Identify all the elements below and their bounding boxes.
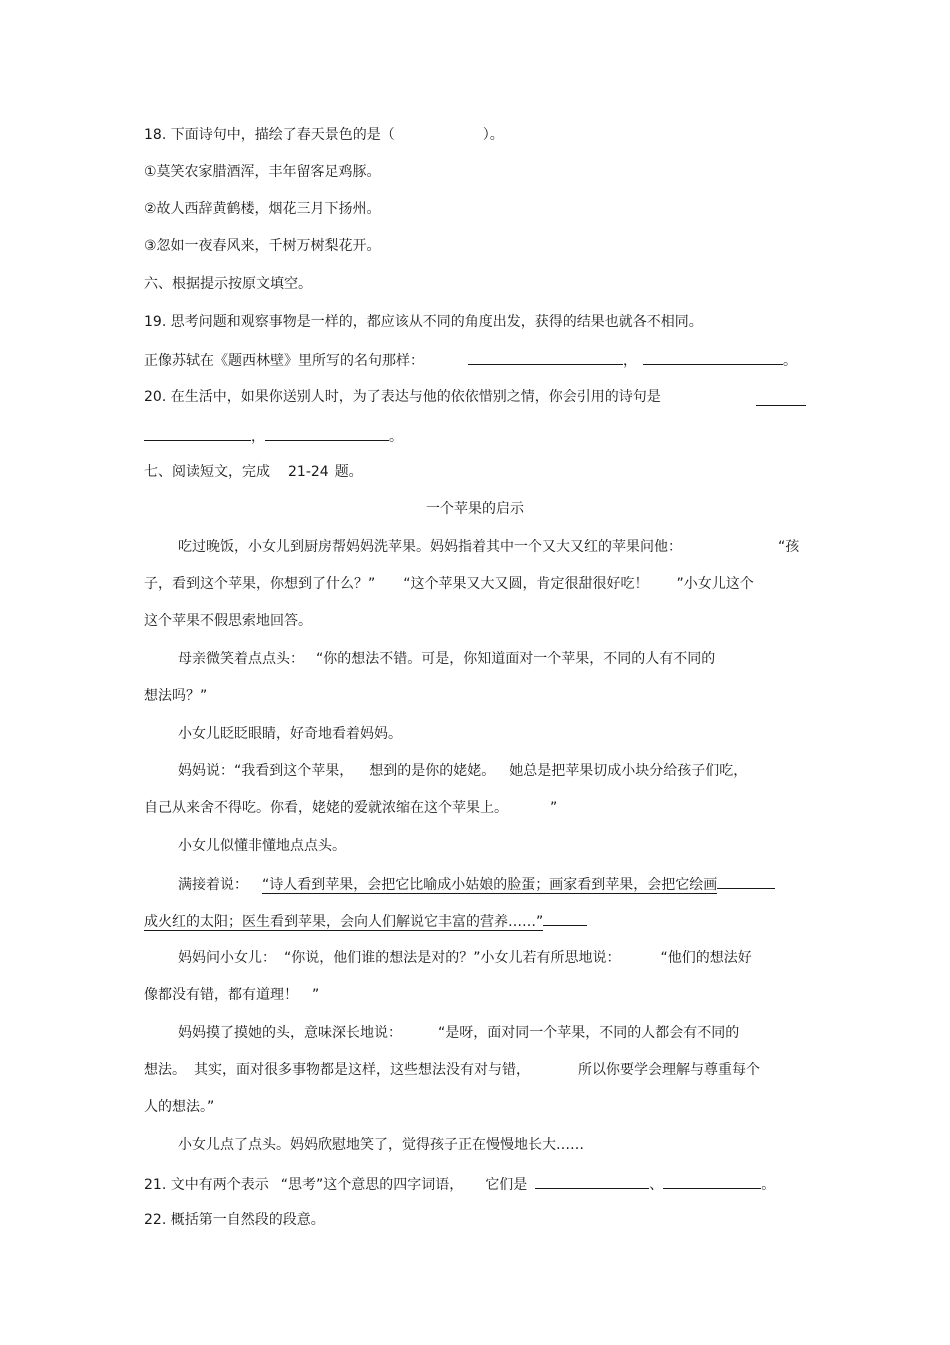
q18-option-3: ③忽如一夜春风来，千树万树梨花开。 — [144, 238, 381, 254]
p2-text-b: “你的想法不错。可是，你知道面对一个苹果，不同的人有不同的 — [316, 651, 716, 667]
q19-line-1: 19. 思考问题和观察事物是一样的，都应该从不同的角度出发，获得的结果也就各不相同。 — [144, 314, 703, 330]
q21-text-c: 它们是 — [485, 1177, 528, 1193]
section-7-heading — [144, 462, 363, 482]
p4-text-e: ” — [550, 800, 558, 816]
p8-line-2 — [144, 1060, 760, 1080]
q19-blank-2[interactable] — [643, 349, 783, 365]
q20-end: 。 — [389, 429, 403, 445]
q18-text: 18. 下面诗句中，描绘了春天景色的是（ — [144, 127, 395, 143]
p4-text-d: 自己从来舍不得吃。你看，姥姥的爱就浓缩在这个苹果上。 — [144, 800, 508, 816]
p6-underline-tail-2 — [543, 910, 587, 926]
p7-text-b: “你说，他们谁的想法是对的？”小女儿若有所思地说： — [284, 950, 621, 966]
p8-text-c: 想法。 — [144, 1062, 186, 1078]
p8-line-3: 人的想法。” — [144, 1099, 215, 1115]
p6-line-2 — [144, 910, 587, 932]
p1-text-b: 子，看到这个苹果，你想到了什么？” — [144, 576, 376, 592]
p4-text-c: 她总是把苹果切成小块分给孩子们吃， — [509, 763, 748, 779]
section-7-prefix: 七、阅读短文，完成 — [144, 464, 270, 480]
p9: 小女儿点了点头。妈妈欣慰地笑了，觉得孩子正在慢慢地长大…… — [178, 1137, 584, 1153]
q18-answer-space[interactable] — [395, 124, 483, 139]
q21-end: 。 — [761, 1177, 776, 1193]
p4-text-a: 妈妈说：“我看到这个苹果， — [178, 763, 354, 779]
q19-line-2 — [144, 349, 797, 371]
q20-prompt: 20. 在生活中，如果你送别人时，为了表达与他的依依惜别之情，你会引用的诗句是 — [144, 389, 661, 405]
p1-text-d: ”小女儿这个 — [676, 576, 754, 592]
p8-text-b: “是呀，面对同一个苹果，不同的人都会有不同的 — [438, 1025, 740, 1041]
p6-line-1 — [178, 873, 805, 895]
p1-text-a: 吃过晚饭，小女儿到厨房帮妈妈洗苹果。妈妈指着其中一个又大又红的苹果问他： — [178, 539, 682, 555]
p2-line-1 — [178, 649, 715, 669]
q20-blank-2[interactable] — [144, 425, 251, 441]
p7-text-e: ” — [312, 987, 320, 1003]
q18-option-2: ②故人西辞黄鹤楼，烟花三月下扬州。 — [144, 201, 381, 217]
p1-quote-open: “孩 — [778, 539, 800, 555]
p6-underline-tail — [717, 873, 775, 889]
p8-text-d: 其实，面对很多事物都是这样，这些想法没有对与错， — [194, 1062, 530, 1078]
q20-comma: ， — [251, 429, 265, 445]
p6-text-a: 满接着说： — [178, 877, 248, 893]
q21-text-b: “思考”这个意思的四字词语， — [280, 1177, 464, 1193]
p6-text-c: 成火红的太阳；医生看到苹果，会向人们解说它丰富的营养……” — [144, 914, 544, 930]
q20-line-2 — [144, 425, 403, 447]
q19-end: 。 — [783, 353, 797, 369]
q18-option-1: ①莫笑农家腊酒浑，丰年留客足鸡豚。 — [144, 164, 381, 180]
story-title: 一个苹果的启示 — [426, 501, 524, 517]
q19-prompt: 正像苏轼在《题西林壁》里所写的名句那样： — [144, 353, 424, 369]
p4-line-1 — [178, 761, 747, 781]
q21-blank-1[interactable] — [535, 1173, 649, 1189]
q20-blank-1[interactable] — [756, 390, 806, 406]
p7-line-1 — [178, 948, 752, 968]
p1-line-3: 这个苹果不假思索地回答。 — [144, 613, 312, 629]
p8-text-e: 所以你要学会理解与尊重每个 — [578, 1062, 760, 1078]
p4-line-2 — [144, 798, 557, 818]
p6-text-b: “诗人看到苹果，会把它比喻成小姑娘的脸蛋；画家看到苹果，会把它绘画 — [262, 877, 718, 893]
section-7-suffix: 题。 — [334, 464, 363, 480]
p3: 小女儿眨眨眼睛，好奇地看着妈妈。 — [178, 726, 402, 742]
p8-text-a: 妈妈摸了摸她的头，意味深长地说： — [178, 1025, 402, 1041]
p4-text-b: 想到的是你的姥姥。 — [369, 763, 496, 779]
p1-text-c: “这个苹果又大又圆，肯定很甜很好吃！ — [403, 576, 649, 592]
p2-text-a: 母亲微笑着点点头： — [178, 651, 304, 667]
p1-line-2 — [144, 574, 754, 594]
q21 — [144, 1173, 775, 1195]
q21-blank-2[interactable] — [663, 1173, 761, 1189]
section-7-range: 21-24 — [288, 464, 329, 480]
p1-line-1 — [178, 537, 682, 557]
q19-comma: ， — [623, 353, 637, 369]
p5: 小女儿似懂非懂地点点头。 — [178, 838, 346, 854]
p8-line-1 — [178, 1023, 739, 1043]
q21-text-a: 21. 文中有两个表示 — [144, 1177, 269, 1193]
p7-text-d: 像都没有错，都有道理！ — [144, 987, 298, 1003]
q22: 22. 概括第一自然段的段意。 — [144, 1212, 325, 1228]
q21-sep: 、 — [649, 1177, 664, 1193]
p7-line-2 — [144, 985, 319, 1005]
p7-text-c: “他们的想法好 — [660, 950, 752, 966]
q18-question — [144, 124, 504, 145]
q19-blank-1[interactable] — [468, 349, 623, 365]
p2-line-2: 想法吗？” — [144, 688, 208, 704]
p7-text-a: 妈妈问小女儿： — [178, 950, 276, 966]
q20-blank-3[interactable] — [265, 425, 389, 441]
q18-close: ）。 — [482, 127, 504, 143]
section-6-heading: 六、根据提示按原文填空。 — [144, 276, 312, 292]
q20-line-1 — [144, 387, 661, 407]
